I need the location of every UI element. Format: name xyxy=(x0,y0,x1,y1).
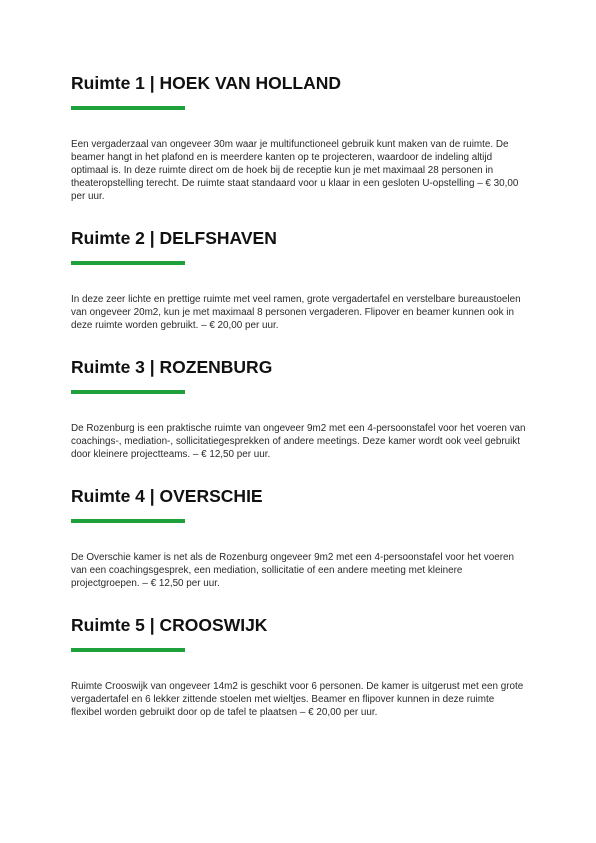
section-delfshaven xyxy=(71,227,527,332)
section-title: Ruimte 1 | HOEK VAN HOLLAND xyxy=(71,73,342,93)
section-description: Ruimte Crooswijk van ongeveer 14m2 is geschikt voor 6 personen. De kamer is uitgerust met een grote vergadertafel en 6 lekker zittende stoelen met wieltjes. Beamer en flipover kunnen in deze ruimte flexibel worden gebruikt door op de tafel te plaatsen – € 20,00 per uur. xyxy=(71,681,524,719)
section-hoek-van-holland xyxy=(71,72,527,203)
green-divider xyxy=(71,519,185,523)
section-overschie xyxy=(71,485,527,590)
green-divider xyxy=(71,261,185,265)
section-description: De Overschie kamer is net als de Rozenburg ongeveer 9m2 met een 4-persoonstafel voor het voeren van een coachingsgesprek, een mediation, sollicitatie of een andere meeting met kleinere projectgroepen. – € 12,50 per uur. xyxy=(71,552,514,590)
green-divider xyxy=(71,390,185,394)
green-divider xyxy=(71,648,185,652)
section-title: Ruimte 3 | ROZENBURG xyxy=(71,357,273,377)
green-divider xyxy=(71,106,185,110)
section-rozenburg xyxy=(71,356,527,461)
section-description: In deze zeer lichte en prettige ruimte met veel ramen, grote vergadertafel en verstelbare bureaustoelen van ongeveer 20m2, kun je met maximaal 8 personen vergaderen. Flipover en beamer kunnen ook in deze ruimte worden gebruikt. – € 20,00 per uur. xyxy=(71,294,521,332)
section-title: Ruimte 5 | CROOSWIJK xyxy=(71,615,268,635)
section-title: Ruimte 2 | DELFSHAVEN xyxy=(71,228,277,248)
section-description: Een vergaderzaal van ongeveer 30m waar je multifunctioneel gebruik kunt maken van de ruimte. De beamer hangt in het plafond en is meerdere kanten op te projecteren, waardoor de indeling altijd optimaal is. In deze ruimte direct om de hoek bij de receptie kun je met maximaal 28 personen in theateropstelling terecht. De ruimte staat standaard voor u klaar in een gesloten U-opstelling – € 30,00 per uur. xyxy=(71,139,519,203)
section-crooswijk xyxy=(71,614,527,719)
section-title: Ruimte 4 | OVERSCHIE xyxy=(71,486,263,506)
section-description: De Rozenburg is een praktische ruimte van ongeveer 9m2 met een 4-persoonstafel voor het voeren van coachings-, mediation-, sollicitatiegesprekken of andere meetings. Deze kamer wordt ook veel gebruikt door kleinere projectteams. – € 12,50 per uur. xyxy=(71,423,526,461)
